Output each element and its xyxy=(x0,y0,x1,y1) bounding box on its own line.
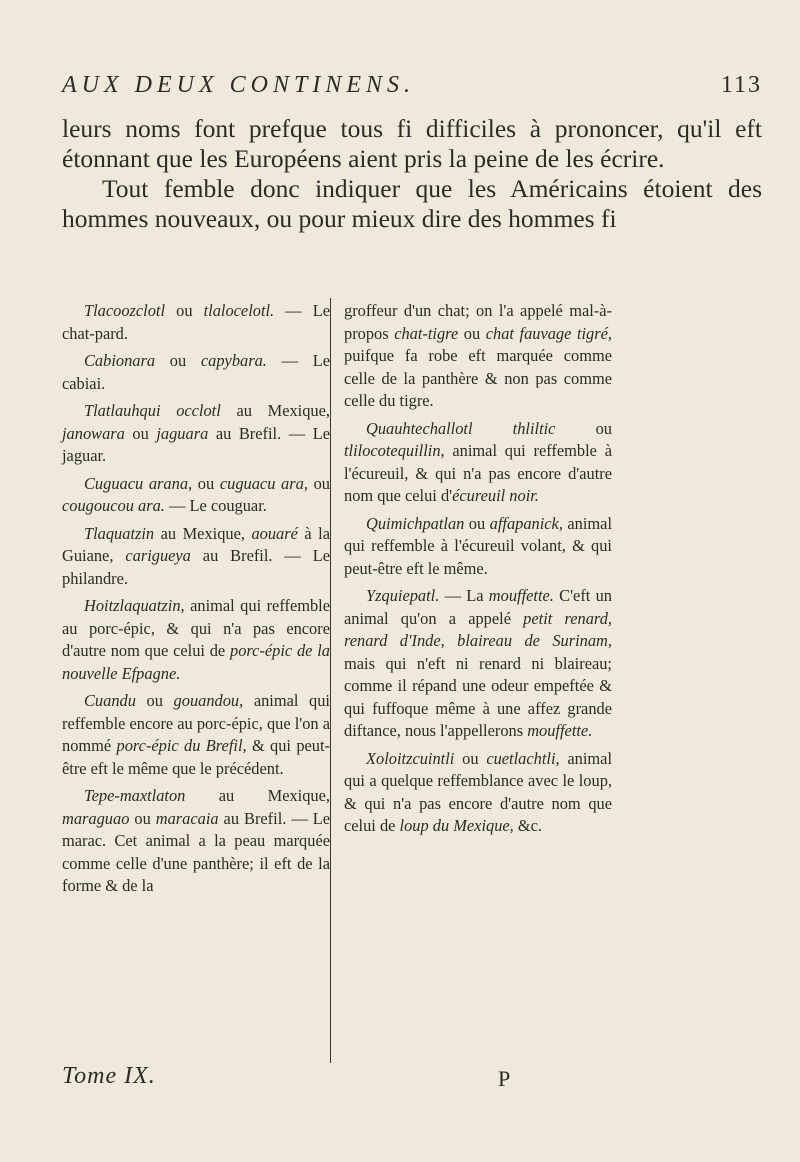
entry: Tepe-maxtlaton au Mexique, maraguao ou maracaia au Brefil. — Le marac. Cet animal a la peau marquée comme celle d'une panthère; il eft de la forme & de la xyxy=(62,786,330,895)
entry: Tlacoozclotl ou tlalocelotl. — Le chat-pard. xyxy=(62,301,330,343)
column-rule xyxy=(330,298,331,1063)
running-title: AUX DEUX CONTINENS. xyxy=(62,72,415,98)
intro-text xyxy=(62,114,762,234)
right-column xyxy=(344,300,612,843)
entry: Cuguacu arana, ou cuguacu ara, ou cougoucou ara. — Le couguar. xyxy=(62,473,330,515)
entry: Cuandu ou gouandou, animal qui reffemble encore au porc-épic, que l'on a nommé porc-épic du Brefil, & qui peut-être eft le même que le précédent. xyxy=(62,691,331,778)
page-number: 113 xyxy=(720,72,762,98)
entry: Tlaquatzin au Mexique, aouaré à la Guiane, carigueya au Brefil. — Le philandre. xyxy=(62,523,330,588)
entry: Xoloitzcuintli ou cuetlachtli, animal qui a quelque reffemblance avec le loup, & qui n'a pas encore d'autre nom que celui de loup du Mexique, &c. xyxy=(344,748,612,835)
entry: groffeur d'un chat; on l'a appelé mal-à-propos chat-tigre ou chat fauvage tigré, puifque fa robe eft marquée comme celle de la panthère & non pas comme celle du tigre. xyxy=(344,301,613,410)
volume-label: Tome IX. xyxy=(62,1063,156,1089)
entry: Hoitzlaquatzin, animal qui reffemble au porc-épic, & qui n'a pas encore d'autre nom que celui de porc-épic de la nouvelle Efpagne. xyxy=(62,596,330,683)
signature-mark: P xyxy=(498,1066,511,1091)
intro-paragraph-2: Tout femble donc indiquer que les Américains étoient des hommes nouveaux, ou pour mieux dire des hommes fi xyxy=(62,174,762,233)
entry: Yzquiepatl. — La mouffette. C'eft un animal qu'on a appelé petit renard, renard d'Inde, blaireau de Surinam, mais qui n'eft ni renard ni blaireau; comme il répand une odeur empeftée & qui fuffoque même à une affez grande diftance, nous l'appellerons mouffette. xyxy=(344,586,612,740)
left-column xyxy=(62,300,330,903)
intro-paragraph-1: leurs noms font prefque tous fi difficiles à prononcer, qu'il eft étonnant que les Européens aient pris la peine de les écrire. xyxy=(62,114,762,173)
running-head xyxy=(62,72,762,108)
entry: Cabionara ou capybara. — Le cabiai. xyxy=(62,351,330,393)
entry: Quimichpatlan ou affapanick, animal qui reffemble à l'écureuil volant, & qui peut-être eft le même. xyxy=(344,513,612,578)
entry: Tlatlauhqui occlotl au Mexique, janowara ou jaguara au Brefil. — Le jaguar. xyxy=(62,401,331,465)
entry: Quauhtechallotl thliltic ou tlilocotequillin, animal qui reffemble à l'écureuil, & qui n'a pas encore d'autre nom que celui d'écureuil noir. xyxy=(344,418,612,505)
